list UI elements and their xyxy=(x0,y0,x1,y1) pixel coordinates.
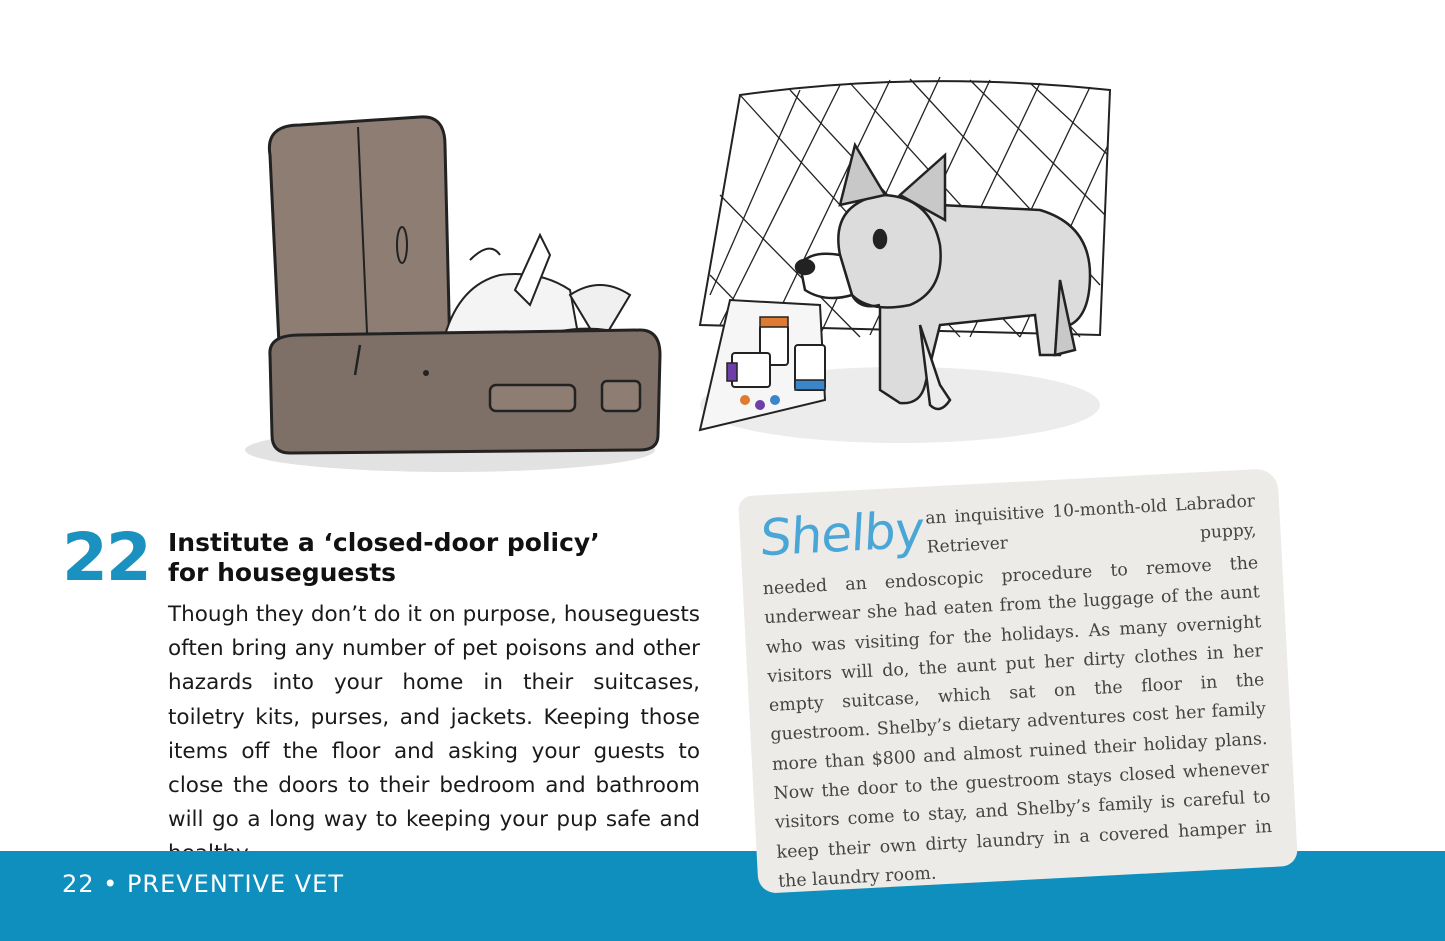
story-card xyxy=(738,468,1298,894)
tip-title xyxy=(168,528,688,588)
story-body: needed an endoscopic procedure to remove the underwear she had eaten from the luggage of the aunt who was visiting for the holidays. As many overnight visitors will do, the aunt put her dirty clothes in her empty suitcase, which sat on the floor in the guestroom. Shelby’s dietary adventures cost her family more than $800 and almost ruined their holiday plans. Now the door to the guestroom stays closed whenever visitors come to stay, and Shelby’s family is careful to keep their own dirty laundry in a covered hamper in the laundry room. xyxy=(762,553,1273,892)
tip-title-line-2: for houseguests xyxy=(168,558,397,587)
footer-page-label: 22 • PREVENTIVE VET xyxy=(62,870,344,898)
tip-number: 22 xyxy=(62,519,150,596)
tip-body: Though they don’t do it on purpose, houseguests often bring any number of pet poisons and other hazards into your home in their suitcases, toiletry kits, purses, and jackets. Keeping those items off the floor and asking your guests to close the doors to their bedroom and bathroom will go a long way to keeping your pup safe and xyxy=(168,602,700,833)
tip-title-line-1: Institute a ‘closed-door policy’ xyxy=(168,528,600,557)
story-intro: an inquisitive 10-month-old Labrador Retriever puppy, xyxy=(924,491,1257,558)
story-name: Shelby xyxy=(758,500,925,568)
suitcase-and-puppy-illustration xyxy=(240,55,1120,495)
open-suitcase xyxy=(269,117,660,453)
